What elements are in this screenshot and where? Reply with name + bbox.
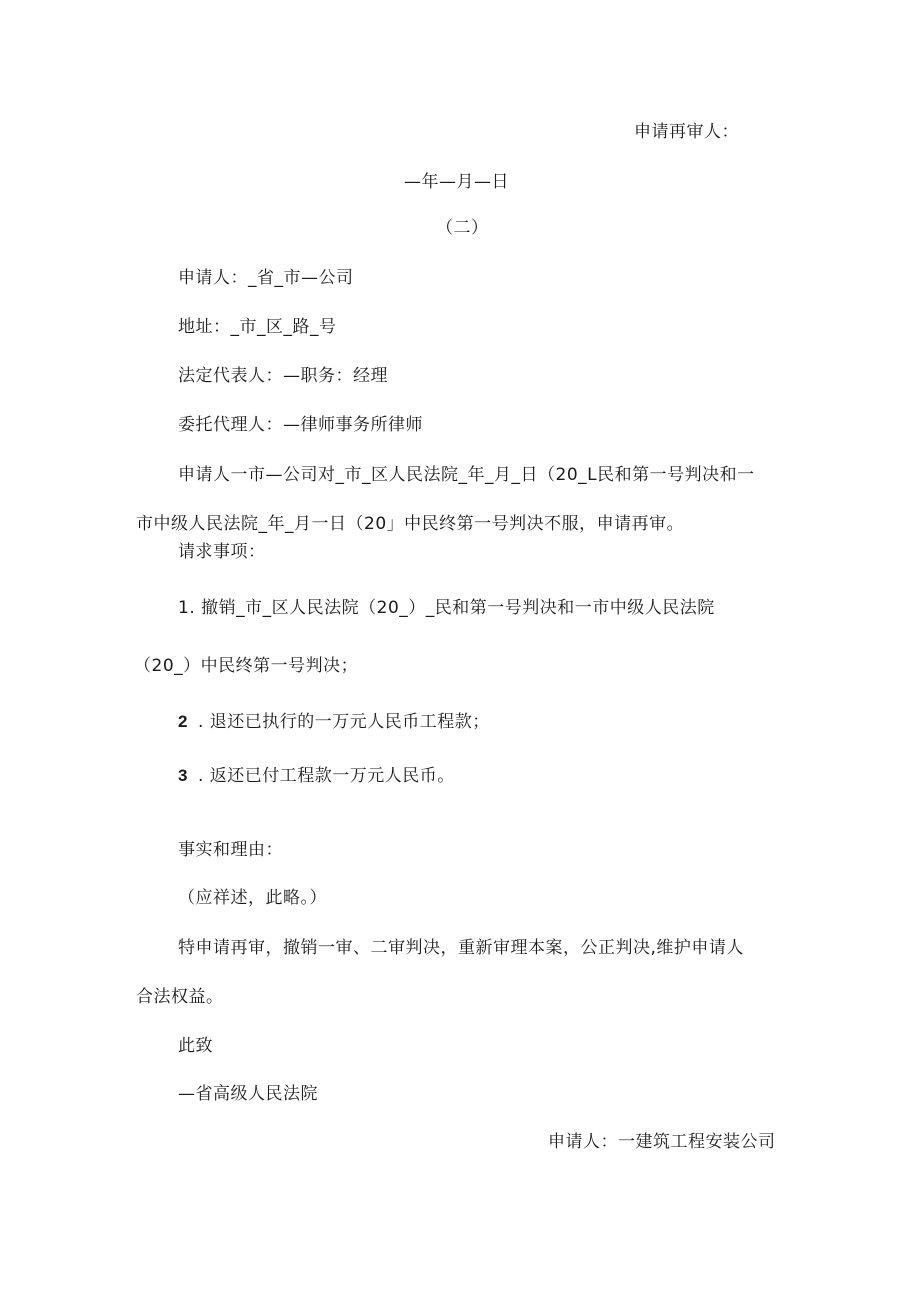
facts-detail: （应祥述，此略。）	[178, 888, 327, 908]
request-item-2	[178, 710, 490, 734]
applicant-line: 申请人：_省_市—公司	[178, 268, 354, 288]
request-item-3-text: . 返还已付工程款一万元人民币。	[197, 766, 455, 786]
request-item-3	[178, 764, 455, 788]
closing-salutation: 此致	[178, 1036, 213, 1056]
addressee-court: —省高级人民法院	[178, 1084, 318, 1104]
request-item-1-line-1: 1. 撤销_市_区人民法院（20_）_民和第一号判决和一市中级人民法院	[178, 598, 715, 618]
requests-heading: 请求事项：	[178, 542, 266, 562]
request-item-1-line-2: （20_）中民终第一号判决；	[134, 656, 359, 676]
request-item-2-number: 2	[178, 712, 188, 731]
petition-line-2: 合法权益。	[136, 987, 224, 1007]
petition-line-1: 特申请再审，撤销一审、二审判决，重新审理本案，公正判决,维护申请人	[178, 938, 744, 958]
facts-heading: 事实和理由：	[178, 840, 283, 860]
applicant-signature-label: 申请再审人：	[634, 122, 739, 142]
intro-paragraph-line-1: 申请人一市—公司对_市_区人民法院_年_月_日（20_L民和第一号判决和一	[178, 465, 755, 485]
date-line: —年—月—日	[404, 172, 509, 192]
legal-representative-line: 法定代表人：—职务：经理	[178, 366, 388, 386]
intro-paragraph-line-2: 市中级人民法院_年_月一日（20」中民终第一号判决不服，申请再审。	[136, 514, 685, 534]
request-item-2-text: . 退还已执行的一万元人民币工程款；	[197, 712, 490, 732]
section-number: （二）	[436, 218, 489, 238]
request-item-3-number: 3	[178, 766, 188, 785]
address-line: 地址：_市_区_路_号	[178, 317, 337, 337]
closing-signature: 申请人：一建筑工程安装公司	[548, 1132, 776, 1152]
agent-line: 委托代理人：—律师事务所律师	[178, 415, 423, 435]
